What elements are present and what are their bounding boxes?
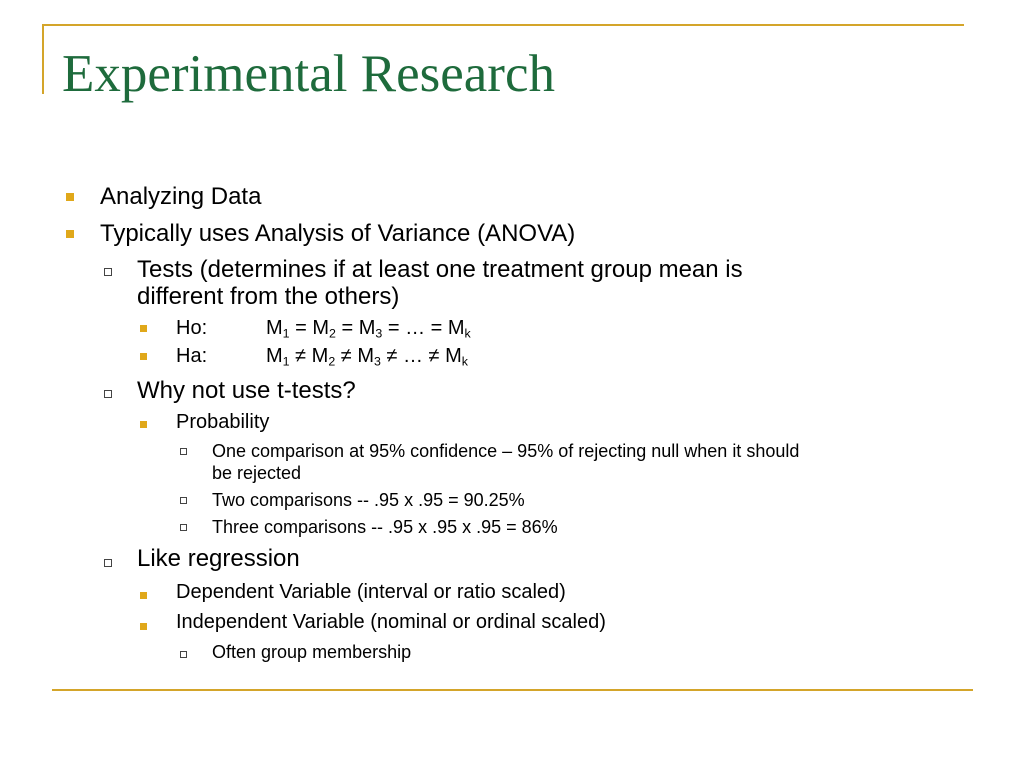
hollow-square-bullet-icon xyxy=(104,390,112,398)
bullet-text: Analyzing Data xyxy=(100,183,262,210)
square-bullet-icon xyxy=(66,193,74,201)
formula-m: M xyxy=(266,317,283,339)
formula-part: = … = M xyxy=(382,317,465,339)
hollow-square-bullet-icon xyxy=(104,559,112,567)
square-bullet-icon xyxy=(140,353,147,360)
subscript: k xyxy=(464,326,471,341)
hypothesis-alternative xyxy=(176,342,468,370)
subscript: 2 xyxy=(329,326,336,341)
bullet-text: Like regression xyxy=(137,545,300,572)
bullet-text: Typically uses Analysis of Variance (ANOVA) xyxy=(100,220,576,247)
hollow-square-bullet-icon xyxy=(180,524,187,531)
square-bullet-icon xyxy=(140,325,147,332)
formula-part: ≠ … ≠ M xyxy=(380,345,462,367)
square-bullet-icon xyxy=(140,592,147,599)
hypothesis-label: Ha: xyxy=(176,345,208,367)
hollow-square-bullet-icon xyxy=(180,651,187,658)
bullet-text: Independent Variable (nominal or ordinal scaled) xyxy=(176,611,606,633)
bullet-text: Why not use t-tests? xyxy=(137,377,356,404)
formula-m: M xyxy=(266,345,283,367)
hypothesis-null xyxy=(176,314,471,342)
subscript: 3 xyxy=(373,354,381,369)
bullet-text: Probability xyxy=(176,411,270,433)
square-bullet-icon xyxy=(140,421,147,428)
bullet-text: Three comparisons -- .95 x .95 x .95 = 86% xyxy=(212,517,558,537)
subscript: k xyxy=(461,354,468,369)
hollow-square-bullet-icon xyxy=(180,448,187,455)
bullet-text: Often group membership xyxy=(212,642,412,662)
subscript: 3 xyxy=(375,326,383,341)
formula-part: = M xyxy=(335,317,376,339)
bullet-text-line2: be rejected xyxy=(212,463,302,483)
hollow-square-bullet-icon xyxy=(104,268,112,276)
formula-part: = M xyxy=(289,317,330,339)
subscript: 1 xyxy=(282,354,290,369)
slide-title: Experimental Research xyxy=(62,45,555,103)
formula-part: ≠ M xyxy=(289,345,329,367)
subscript: 1 xyxy=(282,326,290,341)
square-bullet-icon xyxy=(66,230,74,238)
bullet-text-line1: One comparison at 95% confidence – 95% of rejecting null when it should xyxy=(212,441,800,461)
hollow-square-bullet-icon xyxy=(180,497,187,504)
formula-part: ≠ M xyxy=(335,345,374,367)
bullet-text: Dependent Variable (interval or ratio scaled) xyxy=(176,581,566,603)
bullet-text-line2: different from the others) xyxy=(137,283,400,310)
bullet-text-line1: Tests (determines if at least one treatment group mean is xyxy=(137,256,743,283)
square-bullet-icon xyxy=(140,623,147,630)
hypothesis-label: Ho: xyxy=(176,317,208,339)
subscript: 2 xyxy=(328,354,336,369)
bullet-text: Two comparisons -- .95 x .95 = 90.25% xyxy=(212,490,525,510)
